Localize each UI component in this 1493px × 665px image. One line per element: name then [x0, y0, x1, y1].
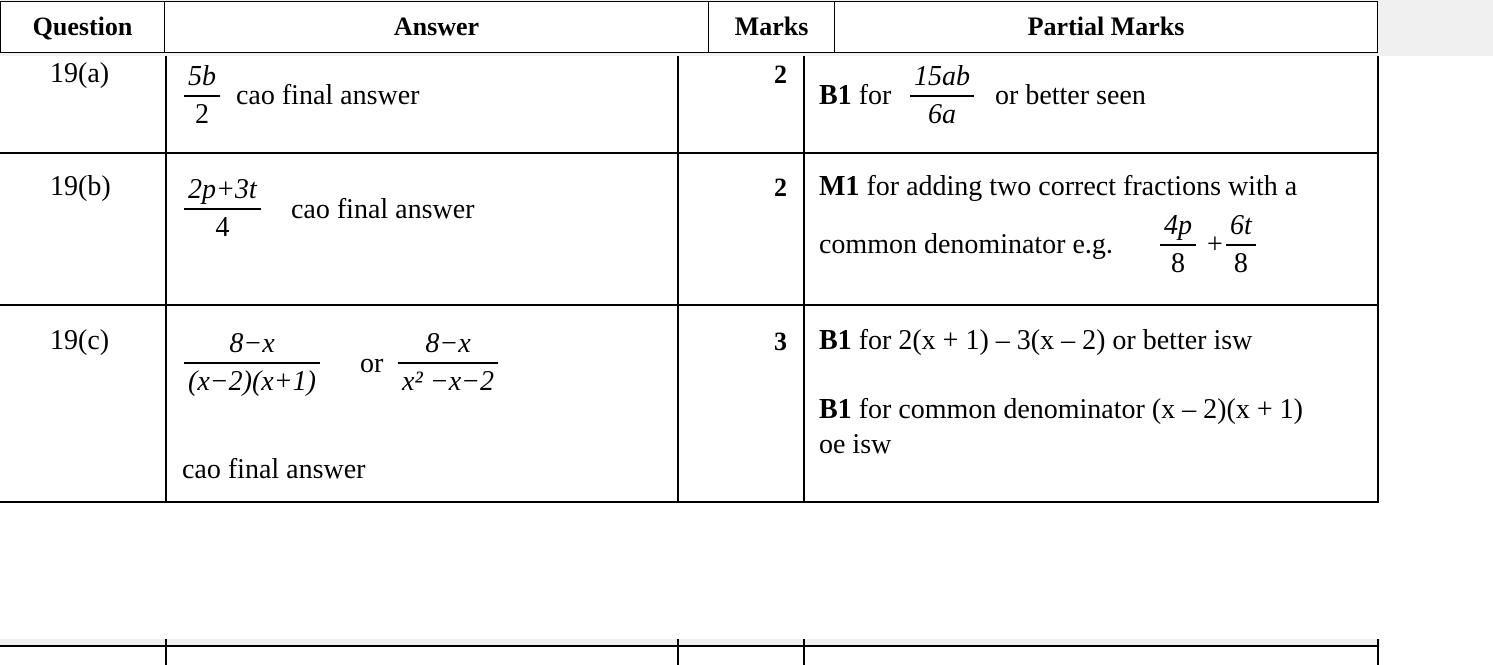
marks-value: 2: [774, 173, 787, 202]
question-label: 19(b): [50, 171, 111, 202]
partial-mark-2: [819, 396, 1303, 424]
fraction-denominator: x² −x−2: [402, 365, 495, 397]
question-label: 19(a): [50, 58, 110, 89]
next-col-divider-2: [677, 639, 679, 665]
fraction-numerator: 15ab: [914, 61, 970, 92]
fraction-denominator: 2: [195, 98, 209, 130]
partial-post: or better seen: [995, 80, 1146, 111]
answer-or: or: [360, 348, 384, 379]
mark-code: B1: [819, 394, 852, 425]
mark-code: M1: [819, 171, 860, 202]
partial-mark-text: [819, 82, 891, 110]
partial-mark-2-line2: oe isw: [819, 429, 892, 460]
header-answer-label: Answer: [393, 12, 480, 41]
marks-value: 2: [774, 60, 787, 89]
partial-text: for 2(x + 1) – 3(x – 2) or better isw: [858, 325, 1253, 356]
partial-line1: for adding two correct fractions with a: [866, 171, 1298, 202]
answer-fraction: [184, 176, 261, 242]
mark-code: B1: [819, 325, 852, 356]
header-partial-label: Partial Marks: [1027, 12, 1185, 41]
answer-suffix: cao final answer: [291, 194, 475, 225]
partial-fraction: [910, 63, 974, 129]
question-label: 19(c): [50, 325, 110, 356]
fraction-numerator: 8−x: [425, 328, 471, 359]
fraction-denominator: 8: [1171, 247, 1185, 279]
row-divider-2: [0, 304, 1379, 306]
fraction-numerator: 4p: [1164, 210, 1192, 241]
answer-fraction: [184, 63, 220, 129]
partial-pre: for: [858, 80, 892, 111]
marks-value: 3: [774, 327, 787, 356]
fraction-numerator: 5b: [188, 61, 216, 92]
partial-line2: common denominator e.g.: [819, 229, 1113, 260]
answer-suffix: cao final answer: [182, 454, 366, 485]
fraction-numerator: 6t: [1230, 210, 1252, 241]
col-divider-2: [677, 56, 679, 503]
header-marks: [708, 1, 835, 53]
fraction-denominator: 4: [215, 211, 230, 243]
partial-fraction-2: [1226, 212, 1256, 278]
header-question-label: Question: [32, 12, 133, 41]
row-divider-3: [0, 501, 1379, 503]
answer-fraction-1: [184, 330, 320, 396]
header-partial-marks: [834, 1, 1378, 53]
header-answer: [164, 1, 709, 53]
fraction-denominator: 8: [1233, 247, 1248, 279]
col-divider-1: [165, 56, 167, 503]
row-divider-1: [0, 152, 1379, 154]
fraction-numerator: 2p+3t: [188, 174, 257, 205]
partial-mark-text: [819, 173, 1297, 201]
col-divider-4: [1377, 56, 1379, 503]
mark-code: B1: [819, 80, 852, 111]
fraction-denominator: 6a: [928, 98, 956, 130]
header-marks-label: Marks: [734, 12, 809, 41]
partial-fraction-1: [1160, 212, 1196, 278]
next-col-divider-1: [165, 639, 167, 665]
answer-fraction-2: [398, 330, 498, 396]
next-col-divider-4: [1377, 639, 1379, 665]
plus-sign: +: [1207, 229, 1223, 260]
partial-mark-1: [819, 327, 1252, 355]
partial-line1: for common denominator (x – 2)(x + 1): [858, 394, 1303, 425]
fraction-numerator: 8−x: [229, 328, 275, 359]
next-col-divider-3: [803, 639, 805, 665]
answer-suffix: cao final answer: [236, 80, 420, 111]
col-divider-3: [803, 56, 805, 503]
header-question: [0, 1, 165, 53]
next-table-top-border: [0, 645, 1379, 647]
fraction-denominator: (x−2)(x+1): [188, 365, 316, 397]
